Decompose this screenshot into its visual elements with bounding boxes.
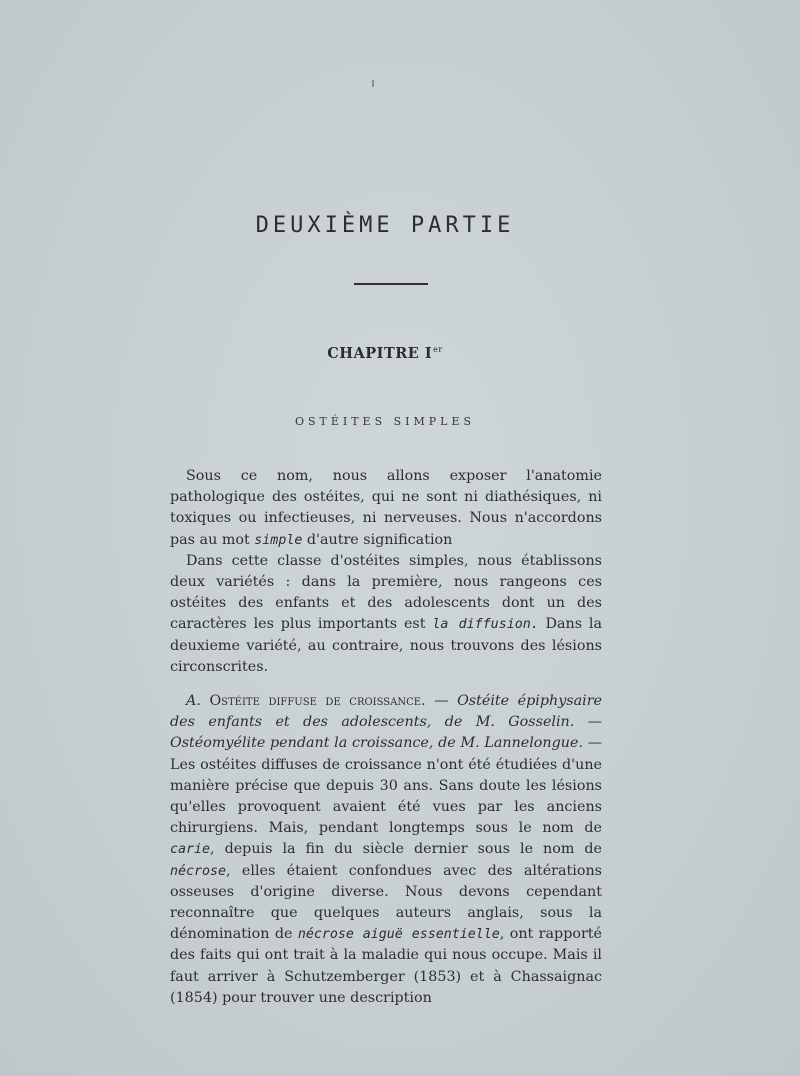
paragraph-3 [170,691,602,1009]
p2-end: Dans la deuxieme variété, au contraire, nous trouvons des lésions circonscrites. [170,616,603,675]
p1-emphasis: simple [254,532,303,548]
p1-end: d'autre signification [302,531,453,548]
paragraph-2 [170,551,602,678]
p3-emphasis-5: nécrose aiguë essentielle [297,927,500,943]
section-title: OSTÉITES SIMPLES [294,415,476,428]
chapter-superscript: er [433,345,443,354]
chapter-heading [0,345,770,362]
p3-heading: Ostéite diffuse de croissance. [209,693,426,710]
paragraph-1 [170,466,602,551]
chapter-label: CHAPITRE I [327,345,433,362]
title-rule [354,283,428,285]
p3-text-3: , elles étaient confondues avec des altérations osseuses d'origine diverse. Nous devons cependant reconnaître que quelques auteurs anglais, sous la dénomination de [170,862,602,943]
p2-text: Dans cette classe d'ostéites simples, nous établissons deux variétés : dans la première, nous rangeons ces ostéites des enfants et des adolescents dont un des caractères les plus importants est [170,552,602,633]
p3-emphasis-3: carie [170,842,211,858]
p3-letter: A. [186,693,201,710]
p3-dash-2: — [574,714,602,731]
body-text [170,466,602,1009]
p3-emphasis-1: Ostéite épiphysaire des enfants et des adolescents, de M. Gosselin. [170,693,603,731]
part-title: DEUXIÈME PARTIE [255,213,515,238]
page-mark [372,80,374,87]
p3-emphasis-2: Ostéomyélite pendant la croissance, de M. Lannelongue. [170,735,583,752]
p3-dash-1: — [425,693,458,710]
p2-emphasis: la diffusion. [432,617,539,633]
p3-text-2: , depuis la fin du siècle dernier sous le nom de [210,841,602,858]
p1-text: Sous ce nom, nous allons exposer l'anatomie pathologique des ostéites, qui ne sont ni diathésiques, ni toxiques ou infectieuses, ni nerveuses. Nous n'accordons pas au mot [170,468,602,548]
p3-text-1: — Les ostéites diffuses de croissance n'ont été étudiées d'une manière précise que depuis 30 ans. Sans doute les lésions qu'elles provoquent avaient été vues par les anciens chirurgiens. Mais, pendant longtemps sous le nom de [170,735,603,837]
p3-text-4: , ont rapporté des faits qui ont trait à la maladie qui nous occupe. Mais il faut arriver à Schutzemberger (1853) et à Chassaignac (1854) pour trouver une description [170,926,602,1006]
p3-emphasis-4: nécrose [170,863,227,879]
